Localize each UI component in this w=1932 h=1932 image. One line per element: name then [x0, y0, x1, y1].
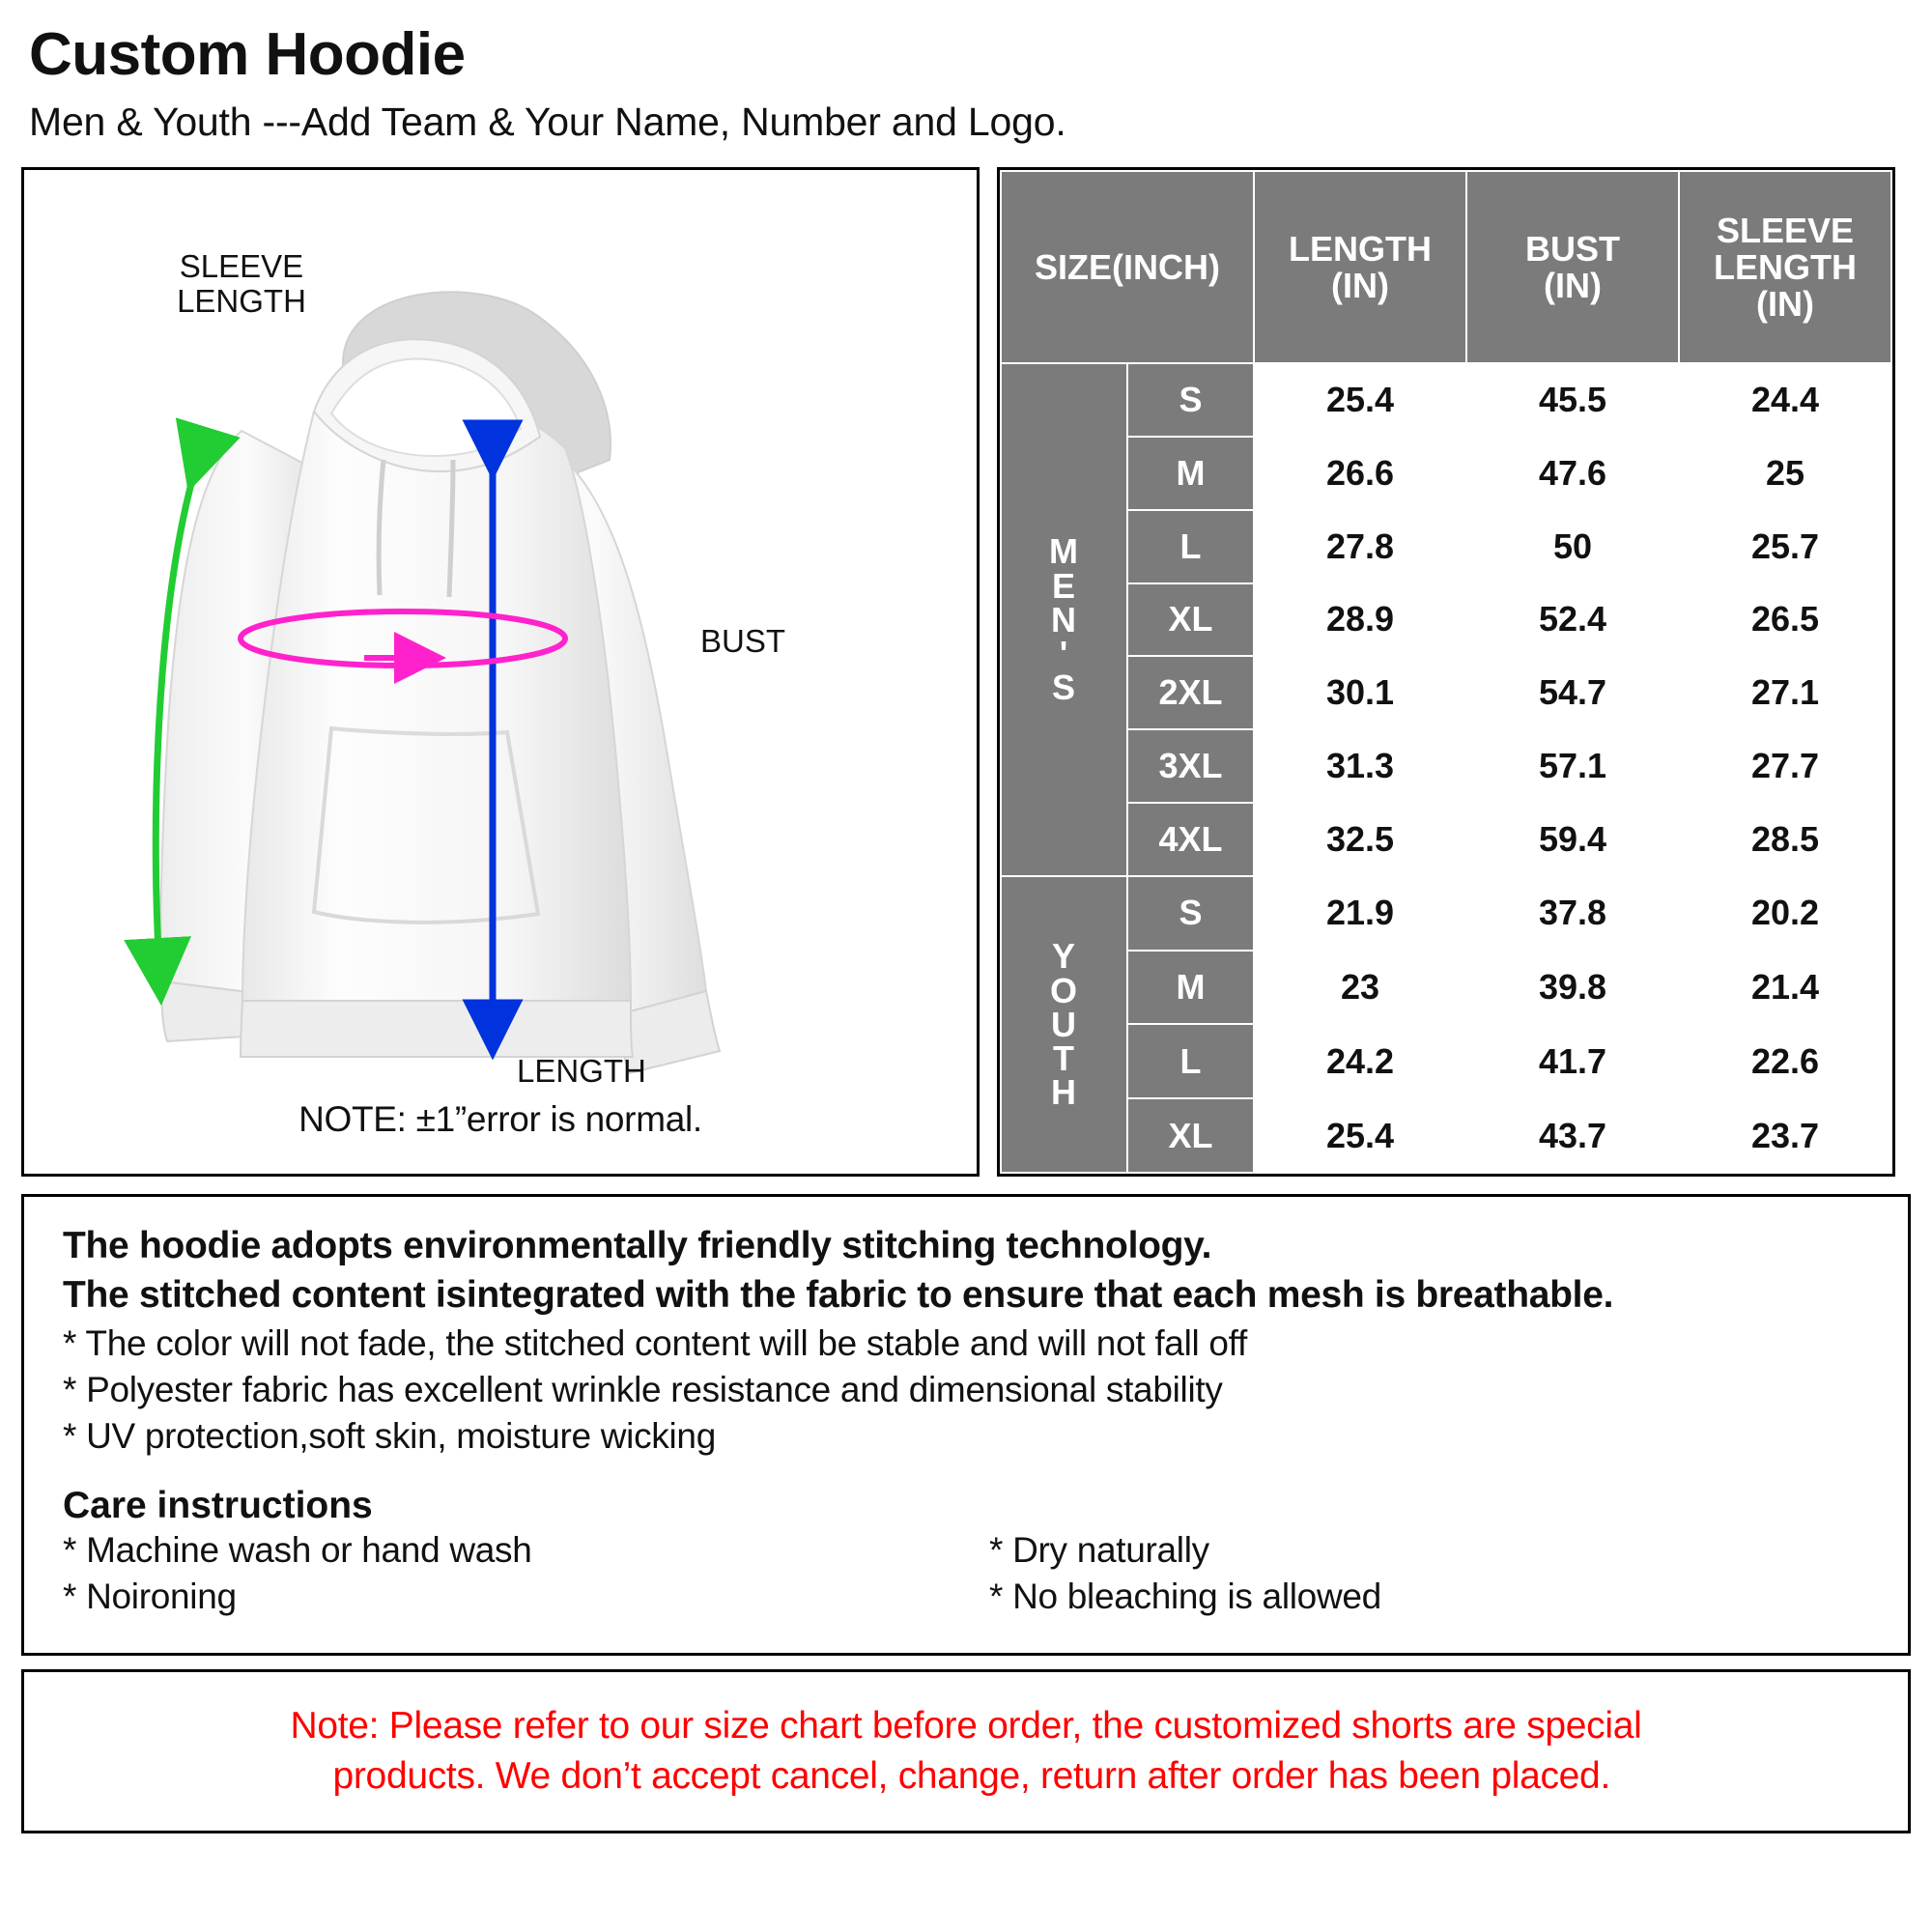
table-row: [1001, 1098, 1891, 1173]
cell-size: 4XL: [1127, 803, 1254, 876]
header-sleeve-line3: (IN): [1756, 283, 1814, 324]
cell-length: 27.8: [1254, 510, 1466, 583]
cell-size: L: [1127, 510, 1254, 583]
cell-size: M: [1127, 437, 1254, 510]
care-right-1: * Dry naturally: [989, 1529, 1209, 1570]
group-mens-letter-0: M: [1049, 531, 1079, 572]
header-sleeve-line1: SLEEVE: [1716, 210, 1855, 250]
cell-size: XL: [1127, 1098, 1254, 1173]
table-row: [1001, 583, 1891, 657]
cell-sleeve: 27.7: [1679, 729, 1891, 803]
table-row: [1001, 951, 1891, 1025]
group-mens-letter-1: E: [1051, 565, 1076, 606]
table-header-row: [1001, 171, 1891, 363]
cell-size: 2XL: [1127, 656, 1254, 729]
cell-bust: 59.4: [1466, 803, 1679, 876]
cell-length: 25.4: [1254, 363, 1466, 437]
cell-length: 32.5: [1254, 803, 1466, 876]
group-mens-letter-4: S: [1051, 668, 1076, 708]
page-title: Custom Hoodie: [29, 21, 466, 88]
hoodie-diagram-svg: [24, 170, 977, 1174]
cell-sleeve: 21.4: [1679, 951, 1891, 1025]
care-right-2: * No bleaching is allowed: [989, 1576, 1381, 1616]
group-youth-letter-1: O: [1049, 970, 1078, 1010]
cell-size: XL: [1127, 583, 1254, 657]
order-warning-line-1: Note: Please refer to our size chart before order, the customized shorts are special: [290, 1704, 1642, 1747]
order-warning-panel: [21, 1669, 1911, 1833]
sleeve-length-label-line2: LENGTH: [177, 282, 306, 319]
cell-bust: 54.7: [1466, 656, 1679, 729]
cell-bust: 41.7: [1466, 1024, 1679, 1098]
group-youth-letter-0: Y: [1051, 936, 1076, 977]
cell-bust: 43.7: [1466, 1098, 1679, 1173]
length-label: LENGTH: [517, 1053, 646, 1090]
group-mens-letter-3: ': [1059, 634, 1069, 674]
group-youth-letter-2: U: [1051, 1004, 1077, 1044]
cell-size: M: [1127, 951, 1254, 1025]
cell-length: 31.3: [1254, 729, 1466, 803]
sleeve-length-label-line1: SLEEVE: [179, 248, 304, 285]
cell-size: S: [1127, 876, 1254, 951]
table-row: [1001, 437, 1891, 510]
cell-sleeve: 25: [1679, 437, 1891, 510]
info-bullet-2: * Polyester fabric has excellent wrinkle resistance and dimensional stability: [63, 1369, 1223, 1409]
cell-bust: 45.5: [1466, 363, 1679, 437]
table-row: [1001, 363, 1891, 437]
care-left-2: * Noironing: [63, 1576, 237, 1616]
cell-sleeve: 22.6: [1679, 1024, 1891, 1098]
info-bullet-1: * The color will not fade, the stitched content will be stable and will not fall off: [63, 1322, 1247, 1363]
group-label-youth: [1001, 876, 1127, 1173]
size-table: [1000, 170, 1892, 1174]
header-sleeve-length: [1679, 171, 1891, 363]
product-info-panel: [21, 1194, 1911, 1656]
cell-sleeve: 24.4: [1679, 363, 1891, 437]
care-column-right: [943, 1527, 1869, 1620]
cell-length: 28.9: [1254, 583, 1466, 657]
cell-length: 24.2: [1254, 1024, 1466, 1098]
cell-length: 23: [1254, 951, 1466, 1025]
table-row: [1001, 729, 1891, 803]
cell-length: 25.4: [1254, 1098, 1466, 1173]
table-row: [1001, 803, 1891, 876]
cell-sleeve: 20.2: [1679, 876, 1891, 951]
cell-bust: 50: [1466, 510, 1679, 583]
cell-length: 30.1: [1254, 656, 1466, 729]
header-bust-line2: (IN): [1544, 265, 1602, 305]
header-length: [1254, 171, 1466, 363]
table-row: [1001, 876, 1891, 951]
group-label-mens: [1001, 363, 1127, 876]
group-youth-letter-3: T: [1053, 1038, 1075, 1079]
sleeve-length-label: [159, 249, 324, 318]
cell-sleeve: 28.5: [1679, 803, 1891, 876]
cell-bust: 39.8: [1466, 951, 1679, 1025]
header-length-line1: LENGTH: [1289, 228, 1432, 269]
page-subtitle: Men & Youth ---Add Team & Your Name, Number and Logo.: [29, 99, 1066, 144]
order-warning-line-2: products. We don’t accept cancel, change, return after order has been placed.: [332, 1755, 1610, 1798]
header-bust: [1466, 171, 1679, 363]
table-row: [1001, 1024, 1891, 1098]
care-instructions-title: Care instructions: [63, 1484, 373, 1526]
info-line-1: The hoodie adopts environmentally friendly stitching technology.: [63, 1225, 1212, 1267]
cell-bust: 52.4: [1466, 583, 1679, 657]
cell-sleeve: 27.1: [1679, 656, 1891, 729]
header-sleeve-line2: LENGTH: [1714, 246, 1857, 287]
table-row: [1001, 656, 1891, 729]
cell-bust: 37.8: [1466, 876, 1679, 951]
hoodie-illustration-panel: [21, 167, 980, 1177]
cell-size: S: [1127, 363, 1254, 437]
bust-label: BUST: [700, 623, 786, 660]
cell-sleeve: 23.7: [1679, 1098, 1891, 1173]
cell-length: 26.6: [1254, 437, 1466, 510]
header-length-line2: (IN): [1331, 265, 1389, 305]
cell-size: L: [1127, 1024, 1254, 1098]
care-column-left: [63, 1527, 943, 1620]
care-instructions-grid: [63, 1527, 1869, 1620]
measurement-note: NOTE: ±1”error is normal.: [298, 1099, 702, 1140]
group-mens-letter-2: N: [1051, 599, 1077, 639]
group-youth-letter-4: H: [1051, 1072, 1077, 1113]
cell-length: 21.9: [1254, 876, 1466, 951]
cell-size: 3XL: [1127, 729, 1254, 803]
cell-sleeve: 26.5: [1679, 583, 1891, 657]
header-size: SIZE(INCH): [1001, 171, 1254, 363]
order-warning-text: [290, 1701, 1641, 1803]
cell-bust: 47.6: [1466, 437, 1679, 510]
care-left-1: * Machine wash or hand wash: [63, 1529, 532, 1570]
main-content-row: [21, 167, 1911, 1177]
header-bust-line1: BUST: [1525, 228, 1620, 269]
cell-bust: 57.1: [1466, 729, 1679, 803]
cell-sleeve: 25.7: [1679, 510, 1891, 583]
info-line-2: The stitched content isintegrated with the fabric to ensure that each mesh is breathable.: [63, 1273, 1614, 1316]
table-row: [1001, 510, 1891, 583]
size-table-panel: [997, 167, 1895, 1177]
info-bullet-3: * UV protection,soft skin, moisture wicking: [63, 1415, 716, 1456]
